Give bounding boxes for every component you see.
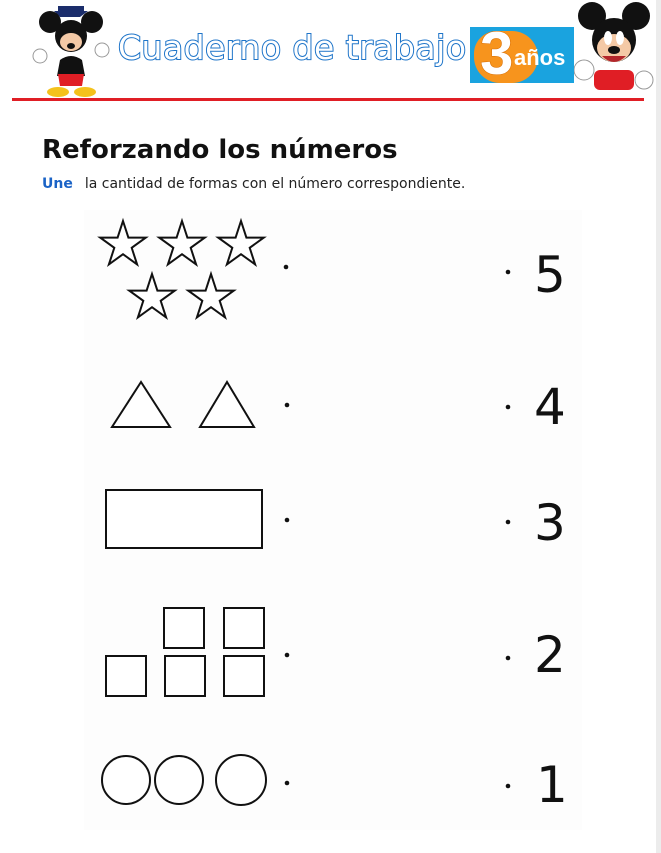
number-label: 5 xyxy=(534,246,566,304)
square-shape[interactable] xyxy=(224,608,264,648)
circle-shape[interactable] xyxy=(102,756,150,804)
number-label: 2 xyxy=(534,626,566,684)
instruction xyxy=(42,176,465,192)
instruction-verb: Une xyxy=(42,176,73,192)
row-triangles xyxy=(112,382,510,427)
star-shape[interactable] xyxy=(129,274,175,317)
left-connector-dot[interactable] xyxy=(285,403,290,408)
left-connector-dot[interactable] xyxy=(285,781,290,786)
exercise-drawing xyxy=(84,210,582,830)
square-shape[interactable] xyxy=(165,656,205,696)
matching-exercise xyxy=(84,210,582,830)
triangle-shape[interactable] xyxy=(200,382,254,427)
mascot-graduate-icon xyxy=(30,2,112,98)
right-connector-dot[interactable] xyxy=(506,784,511,789)
header-banner xyxy=(0,0,656,104)
age-badge xyxy=(470,20,574,87)
triangle-shape[interactable] xyxy=(112,382,170,427)
number-label: 3 xyxy=(534,494,566,552)
square-shape[interactable] xyxy=(224,656,264,696)
row-circles xyxy=(102,755,510,805)
row-rectangle xyxy=(106,490,510,548)
star-shape[interactable] xyxy=(100,221,146,264)
square-shape[interactable] xyxy=(106,656,146,696)
left-connector-dot[interactable] xyxy=(285,518,290,523)
age-number: 3 xyxy=(480,20,514,87)
left-connector-dot[interactable] xyxy=(285,653,290,658)
age-unit: años xyxy=(514,45,566,70)
right-connector-dot[interactable] xyxy=(506,656,511,661)
row-stars xyxy=(100,221,510,317)
number-label: 1 xyxy=(536,756,568,814)
right-connector-dot[interactable] xyxy=(506,405,511,410)
star-shape[interactable] xyxy=(218,221,264,264)
instruction-text: la cantidad de formas con el número correspondiente. xyxy=(84,176,466,192)
square-shape[interactable] xyxy=(164,608,204,648)
left-connector-dot[interactable] xyxy=(284,265,289,270)
mascot-waving-icon xyxy=(574,0,654,100)
star-shape[interactable] xyxy=(159,221,205,264)
header-divider xyxy=(12,98,644,101)
row-squares xyxy=(106,608,510,696)
circle-shape[interactable] xyxy=(216,755,266,805)
page-title: Reforzando los números xyxy=(42,135,398,165)
circle-shape[interactable] xyxy=(155,756,203,804)
rectangle-shape[interactable] xyxy=(106,490,262,548)
star-shape[interactable] xyxy=(188,274,234,317)
right-connector-dot[interactable] xyxy=(506,270,511,275)
number-label: 4 xyxy=(534,378,566,436)
right-connector-dot[interactable] xyxy=(506,520,511,525)
header-title: Cuaderno de trabajo xyxy=(118,28,467,67)
